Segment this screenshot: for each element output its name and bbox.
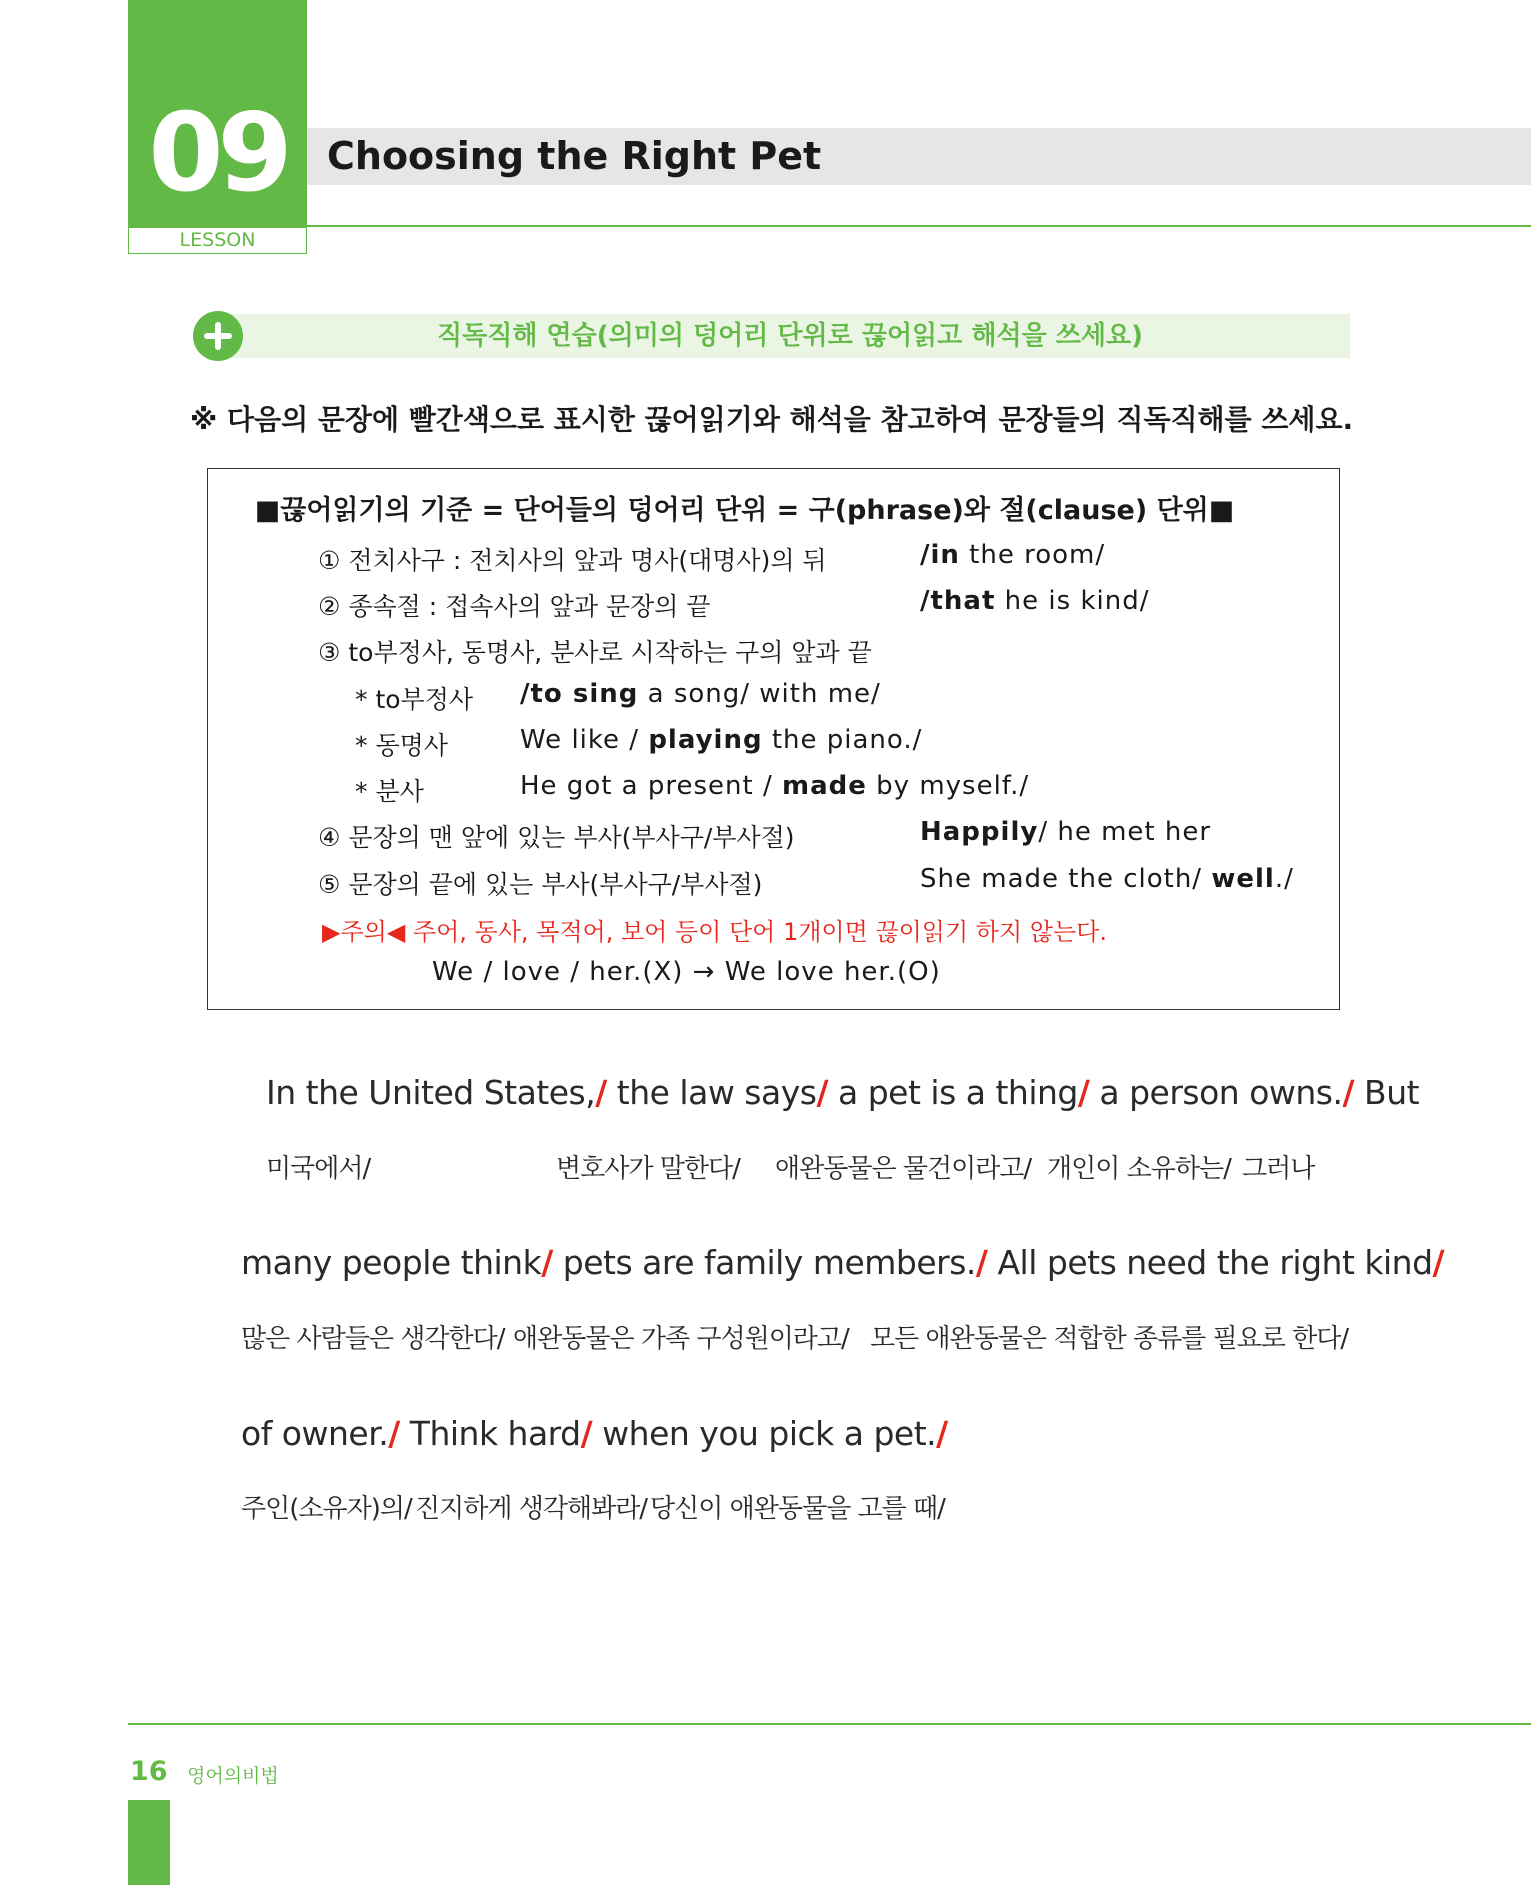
rule-label: ② 종속절 : 접속사의 앞과 문장의 끝 <box>318 592 711 621</box>
translation-chunk: 많은 사람들은 생각한다/ <box>241 1324 505 1354</box>
translation-chunk: 미국에서/ <box>266 1154 371 1184</box>
book-name: 영어의비법 <box>187 1765 279 1787</box>
lesson-label: LESSON <box>128 227 307 254</box>
rule-example: She made the cloth/ well./ <box>920 864 1294 894</box>
passage-line-en: many people think/ pets are family members./ All pets need the right kind/ <box>241 1243 1445 1282</box>
rule-label: ⑤ 문장의 끝에 있는 부사(부사구/부사절) <box>318 870 763 899</box>
footer-divider <box>128 1723 1531 1725</box>
translation-chunk: 모든 애완동물은 적합한 종류를 필요로 한다/ <box>870 1324 1349 1354</box>
rule-label: ③ to부정사, 동명사, 분사로 시작하는 구의 앞과 끝 <box>318 638 872 667</box>
rule-example: Happily/ he met her <box>920 817 1212 847</box>
translation-chunk: 변호사가 말한다/ <box>556 1154 740 1184</box>
page-number: 16 <box>130 1756 168 1787</box>
passage-line-en: In the United States,/ the law says/ a pet is a thing/ a person owns./ But <box>266 1073 1420 1112</box>
rule-label: ① 전치사구 : 전치사의 앞과 명사(대명사)의 뒤 <box>318 546 827 575</box>
rule-example: We like / playing the piano./ <box>520 725 923 755</box>
instruction-text: ※ 다음의 문장에 빨간색으로 표시한 끊어읽기와 해석을 참고하여 문장들의 직독직해를 쓰세요. <box>190 403 1354 436</box>
rule-label: * to부정사 <box>355 685 473 714</box>
rules-heading: ■끊어읽기의 기준 = 단어들의 덩어리 단위 = 구(phrase)와 절(clause) 단위■ <box>254 495 1235 526</box>
title-divider <box>307 225 1531 227</box>
translation-chunk: 그러나 <box>1242 1154 1315 1184</box>
translation-chunk: 주인(소유자)의/ <box>241 1494 412 1524</box>
section-title: 직독직해 연습(의미의 덩어리 단위로 끊어읽고 해석을 쓰세요) <box>437 321 1143 351</box>
rule-example: He got a present / made by myself./ <box>520 771 1030 801</box>
translation-chunk: 애완동물은 가족 구성원이라고/ <box>513 1324 849 1354</box>
rule-example: /to sing a song/ with me/ <box>520 679 881 709</box>
footer-accent-bar <box>128 1800 170 1885</box>
translation-chunk: 개인이 소유하는/ <box>1047 1154 1231 1184</box>
page-title: Choosing the Right Pet <box>327 134 822 178</box>
rule-example: /in the room/ <box>920 540 1106 570</box>
rule-example: /that he is kind/ <box>920 586 1150 616</box>
passage-line-en: of owner./ Think hard/ when you pick a pet./ <box>241 1414 948 1453</box>
caution-note: ▶주의◀ 주어, 동사, 목적어, 보어 등이 단어 1개이면 끊이읽기 하지 않는다. <box>322 918 1107 946</box>
rule-label: * 동명사 <box>355 731 448 760</box>
translation-chunk: 당신이 애완동물을 고를 때/ <box>650 1494 945 1524</box>
rule-label: ④ 문장의 맨 앞에 있는 부사(부사구/부사절) <box>318 823 795 852</box>
caution-example: We / love / her.(X) → We love her.(O) <box>432 957 941 987</box>
translation-chunk: 애완동물은 물건이라고/ <box>775 1154 1032 1184</box>
lesson-number: 09 <box>148 91 287 216</box>
translation-chunk: 진지하게 생각해봐라/ <box>415 1494 648 1524</box>
rule-label: * 분사 <box>355 777 424 806</box>
